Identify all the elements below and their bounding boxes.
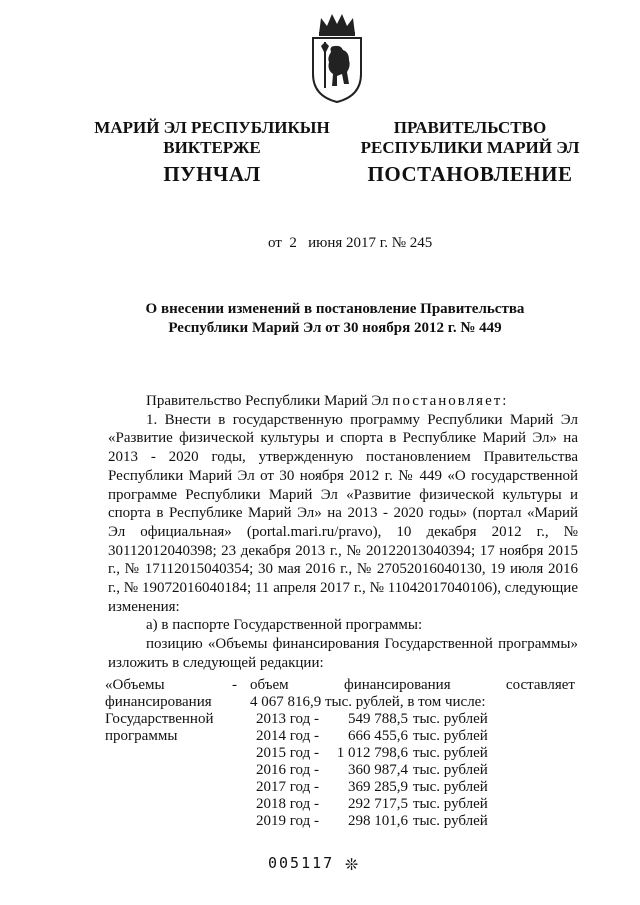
financing-label-line: «Объемы — [105, 677, 165, 693]
financing-dash: - — [232, 677, 237, 693]
financing-label-line: финансирования — [105, 694, 212, 710]
financing-years-list — [250, 711, 575, 830]
paragraph-2: а) в паспорте Государственной программы: — [146, 617, 423, 634]
financing-year-unit: тыс. рублей — [413, 796, 488, 812]
header-right-doc-type: ПОСТАНОВЛЕНИЕ — [367, 162, 573, 186]
header-left-line2: ВИКТЕРЖЕ — [163, 138, 261, 157]
footer-ornament-icon: ❊ — [345, 855, 359, 874]
financing-year: 2017 год — [256, 779, 311, 795]
financing-year-unit: тыс. рублей — [413, 745, 488, 761]
decree-intro-keyword: постановляет: — [392, 393, 509, 409]
header-right-line2: РЕСПУБЛИКИ МАРИЙ ЭЛ — [360, 138, 580, 157]
financing-label-line: Государственной — [105, 711, 214, 727]
financing-total-row — [250, 677, 575, 694]
financing-year-dash: - — [314, 762, 319, 778]
financing-word-financing: финансирования — [343, 677, 451, 693]
decree-intro-text: Правительство Республики Марий Эл — [146, 393, 393, 409]
header-left-line1: МАРИЙ ЭЛ РЕСПУБЛИКЫН — [94, 118, 330, 137]
financing-year-dash: - — [314, 779, 319, 795]
financing-year-row — [256, 796, 575, 813]
title-line-1: О внесении изменений в постановление Правительства — [145, 301, 525, 317]
financing-year-value: 666 455,6 — [348, 728, 408, 744]
financing-year-row — [256, 728, 575, 745]
financing-year-unit: тыс. рублей — [413, 728, 488, 744]
document-body — [108, 392, 578, 673]
header-right-line1: ПРАВИТЕЛЬСТВО — [393, 118, 547, 137]
financing-year-dash: - — [314, 796, 319, 812]
financing-year-unit: тыс. рублей — [413, 779, 488, 795]
financing-year: 2013 год — [256, 711, 311, 727]
financing-year-value: 292 717,5 — [348, 796, 408, 812]
financing-year-value: 298 101,6 — [348, 813, 408, 829]
financing-year: 2015 год — [256, 745, 311, 761]
financing-year-unit: тыс. рублей — [413, 711, 488, 727]
financing-year-value: 360 987,4 — [348, 762, 408, 778]
financing-total-amount: 4 067 816,9 тыс. рублей, в том числе: — [250, 694, 486, 710]
financing-word-volume: объем — [250, 677, 289, 693]
financing-year-row — [256, 711, 575, 728]
financing-label — [105, 677, 225, 745]
paragraph-1: 1. Внести в государственную программу Республики Марий Эл «Развитие физической культуры и спорта в Республике Марий Эл» на 2013 - 2020 годы, утвержденную постановлением Правительства Республики Марий Эл от 30 ноября 2012 г. № 449 «О государственной программе Республики Марий Эл «Развитие физической культуры и спорта в Республике Марий Эл» на 2013 - 2020 годы» (портал «Марий Эл официальная» (portal.mari.ru/pravo), 10 декабря 2012 г., № 30112012040398; 23 декабря 2013 г., № 20122013040394; 17 ноября 2015 г., № 17112015040354; 30 мая 2016 г., № 27052016040130, 19 июля 2016 г., № 19072016040184; 11 апреля 2017 г., № 11042017040106), следующие изменения: — [108, 411, 578, 615]
financing-year-row — [256, 779, 575, 796]
financing-year-dash: - — [314, 711, 319, 727]
financing-year-dash: - — [314, 813, 319, 829]
form-serial-number: 005117 — [268, 854, 335, 872]
financing-label-line: программы — [105, 728, 178, 744]
financing-year-value: 1 012 798,6 — [336, 745, 408, 761]
decree-intro — [108, 392, 578, 411]
financing-year-unit: тыс. рублей — [413, 762, 488, 778]
financing-year-row — [256, 813, 575, 830]
financing-year-unit: тыс. рублей — [413, 813, 488, 829]
header-left-doc-type: ПУНЧАЛ — [163, 162, 261, 186]
financing-year: 2018 год — [256, 796, 311, 812]
document-title — [95, 300, 575, 338]
document-date-number: от 2 июня 2017 г. № 245 — [268, 235, 433, 251]
title-line-2: Республики Марий Эл от 30 ноября 2012 г. № 449 — [168, 320, 502, 336]
financing-values — [250, 677, 575, 830]
financing-year-dash: - — [314, 728, 319, 744]
financing-year: 2019 год — [256, 813, 311, 829]
financing-year-row — [256, 762, 575, 779]
coat-of-arms-emblem — [307, 12, 367, 104]
financing-year: 2014 год — [256, 728, 311, 744]
paragraph-3: позицию «Объемы финансирования Государственной программы» изложить в следующей редакции: — [108, 636, 578, 671]
financing-year-value: 549 788,5 — [348, 711, 408, 727]
financing-year: 2016 год — [256, 762, 311, 778]
financing-year-dash: - — [314, 745, 319, 761]
financing-year-row — [256, 745, 575, 762]
financing-year-value: 369 285,9 — [348, 779, 408, 795]
financing-word-amounts: составляет — [505, 677, 575, 693]
